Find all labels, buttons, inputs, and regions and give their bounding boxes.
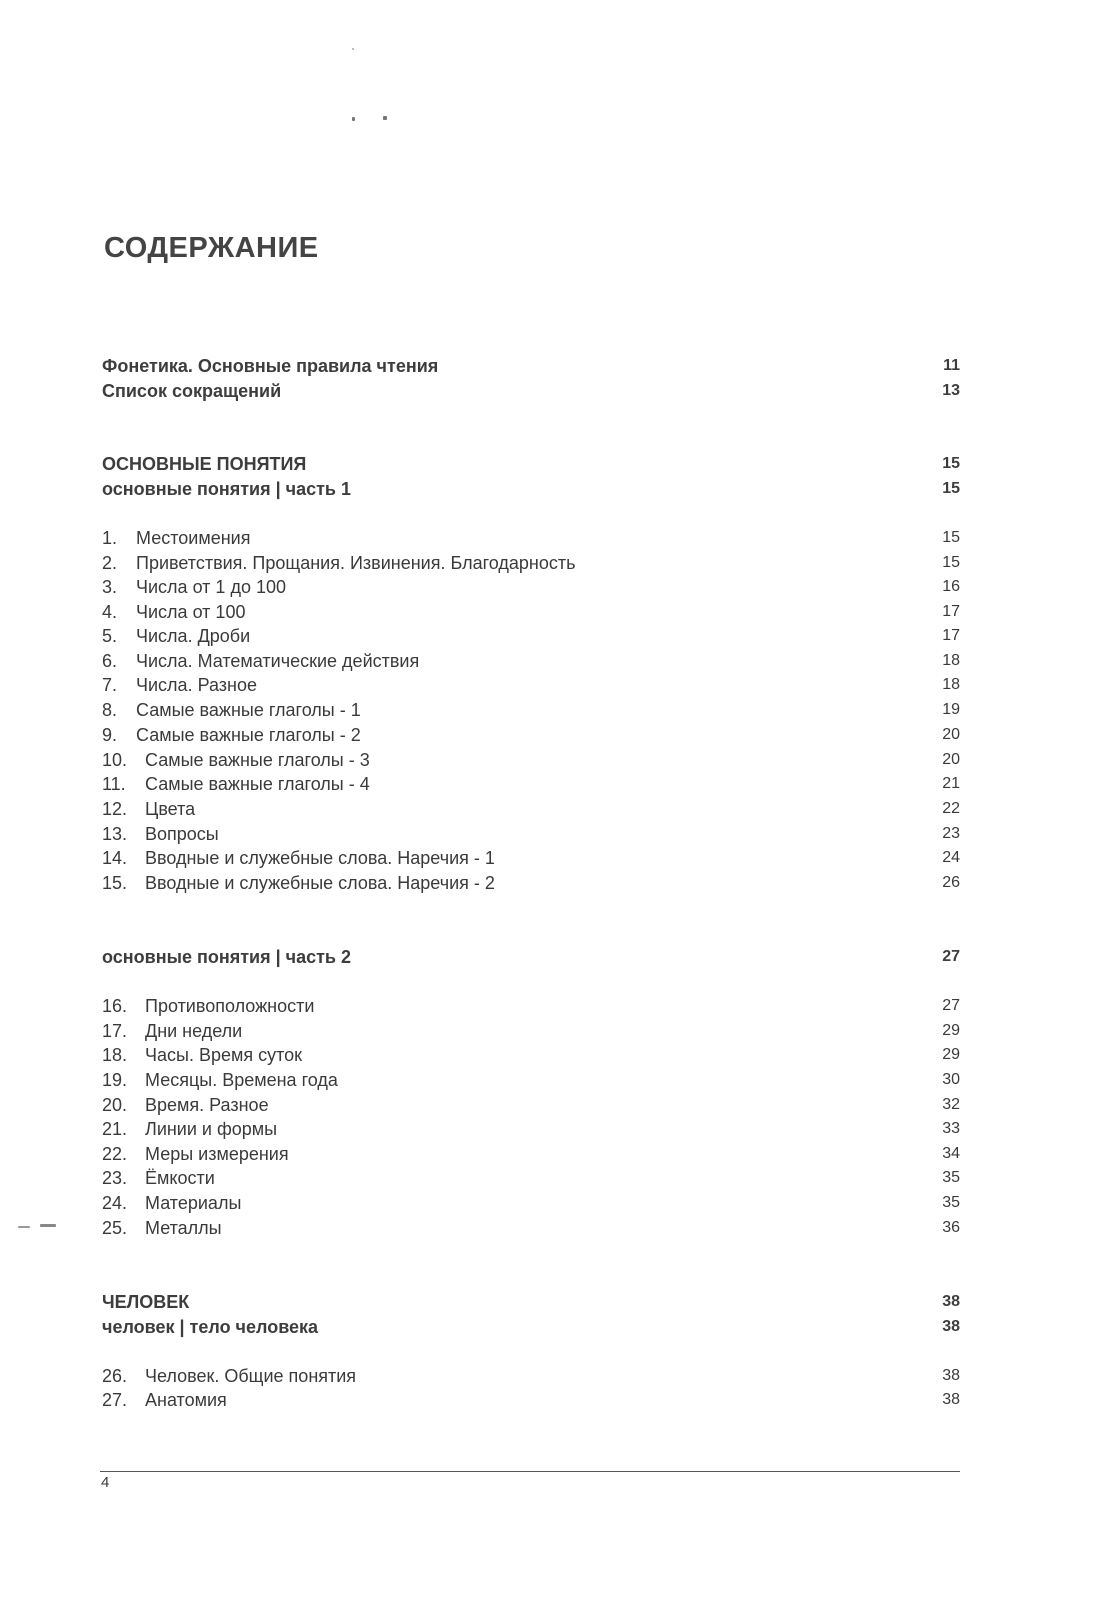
- toc-entry-number: 18.: [102, 1045, 128, 1065]
- page-number: 4: [101, 1474, 110, 1491]
- toc-entry-page: 17: [942, 627, 960, 644]
- toc-entry-page: 21: [942, 775, 960, 792]
- toc-entry-number: 7.: [102, 675, 118, 695]
- toc-entry-label: Числа. Математические действия: [136, 651, 420, 671]
- toc-entry-page: 38: [942, 1318, 960, 1335]
- scan-speck: [352, 48, 354, 50]
- toc-entry-page: 38: [942, 1367, 960, 1384]
- toc-entry-page: 35: [942, 1169, 960, 1186]
- toc-entry-page: 38: [942, 1391, 960, 1408]
- toc-entry-label: Материалы: [145, 1193, 242, 1213]
- toc-entry: [102, 1191, 960, 1215]
- toc-entry-page: 36: [942, 1219, 960, 1236]
- toc-entry-label: Числа от 100: [136, 602, 246, 622]
- toc-entry-number: 16.: [102, 996, 128, 1016]
- toc-entry: [102, 1142, 960, 1166]
- toc-entry-page: 26: [942, 874, 960, 891]
- toc-entry-label: Вопросы: [145, 824, 219, 844]
- toc-entry-label: Цвета: [145, 799, 196, 819]
- toc-entry: [102, 772, 960, 796]
- toc-entry-number: 21.: [102, 1119, 128, 1139]
- toc-entry-number: 23.: [102, 1168, 128, 1188]
- toc-entry-label: Вводные и служебные слова. Наречия - 1: [145, 848, 495, 868]
- toc-entry-number: 20.: [102, 1095, 128, 1115]
- toc-entry-label: Противоположности: [145, 996, 315, 1016]
- toc-section-heading: [102, 354, 960, 378]
- toc-entry-label: Дни недели: [145, 1021, 243, 1041]
- toc-entry-label: Месяцы. Времена года: [145, 1070, 338, 1090]
- toc-entry: [102, 526, 960, 550]
- toc-entry-page: 19: [942, 701, 960, 718]
- toc-entry-page: 17: [942, 603, 960, 620]
- toc-entry-label: ОСНОВНЫЕ ПОНЯТИЯ: [102, 454, 307, 474]
- toc-entry-label: Меры измерения: [145, 1144, 289, 1164]
- toc-entry-label: Числа. Дроби: [136, 626, 251, 646]
- toc-entry-page: 13: [942, 382, 960, 399]
- toc-entry: [102, 1166, 960, 1190]
- toc-entry-number: 17.: [102, 1021, 128, 1041]
- toc-entry-page: 24: [942, 849, 960, 866]
- toc-entry-label: Вводные и служебные слова. Наречия - 2: [145, 873, 495, 893]
- toc-entry-number: 12.: [102, 799, 128, 819]
- toc-entry: [102, 846, 960, 870]
- toc-entry-page: 16: [942, 578, 960, 595]
- toc-entry: [102, 994, 960, 1018]
- toc-entry-number: 6.: [102, 651, 118, 671]
- toc-entry-number: 11.: [102, 774, 126, 794]
- toc-entry: [102, 1388, 960, 1412]
- toc-entry-page: 27: [942, 948, 960, 965]
- toc-entry: [102, 575, 960, 599]
- toc-entry-page: 15: [942, 554, 960, 571]
- toc-entry: [102, 797, 960, 821]
- toc-entry-label: ЧЕЛОВЕК: [102, 1292, 190, 1312]
- toc-entry-number: 8.: [102, 700, 118, 720]
- toc-entry-page: 22: [942, 800, 960, 817]
- toc-entry-page: 35: [942, 1194, 960, 1211]
- toc-entry-number: 1.: [102, 528, 118, 548]
- toc-entry: [102, 1117, 960, 1141]
- toc-entry-page: 18: [942, 676, 960, 693]
- scan-speck: [40, 1224, 56, 1227]
- toc-entry-page: 20: [942, 751, 960, 768]
- toc-entry-page: 11: [943, 357, 960, 374]
- toc-entry-label: Фонетика. Основные правила чтения: [102, 356, 439, 376]
- toc-entry: [102, 673, 960, 697]
- toc-entry-label: человек | тело человека: [102, 1317, 319, 1337]
- toc-entry-number: 24.: [102, 1193, 128, 1213]
- toc-entry-number: 4.: [102, 602, 118, 622]
- toc-entry-label: Приветствия. Прощания. Извинения. Благодарность: [136, 553, 576, 573]
- toc-entry-page: 27: [942, 997, 960, 1014]
- toc-entry-number: 26.: [102, 1366, 128, 1386]
- toc-entry: [102, 1364, 960, 1388]
- toc-entry: [102, 1216, 960, 1240]
- toc-entry-label: основные понятия | часть 1: [102, 479, 351, 499]
- toc-entry: [102, 1093, 960, 1117]
- toc-entry-page: 30: [942, 1071, 960, 1088]
- toc-entry-page: 15: [942, 455, 960, 472]
- toc-entry-label: Металлы: [145, 1218, 222, 1238]
- toc-entry-number: 15.: [102, 873, 128, 893]
- toc-entry-number: 5.: [102, 626, 118, 646]
- toc-entry-page: 20: [942, 726, 960, 743]
- toc-entry: [102, 698, 960, 722]
- toc-entry: [102, 871, 960, 895]
- toc-entry-label: Самые важные глаголы - 4: [145, 774, 370, 794]
- toc-entry-page: 33: [942, 1120, 960, 1137]
- toc-entry-page: 29: [942, 1022, 960, 1039]
- toc-entry-label: Числа. Разное: [136, 675, 257, 695]
- toc-entry-label: Числа от 1 до 100: [136, 577, 286, 597]
- scan-speck: [383, 116, 387, 120]
- toc-entry-label: Линии и формы: [145, 1119, 278, 1139]
- toc-entry-label: Часы. Время суток: [145, 1045, 303, 1065]
- toc-entry-number: 22.: [102, 1144, 128, 1164]
- toc-entry-page: 32: [942, 1096, 960, 1113]
- page-title: СОДЕРЖАНИЕ: [104, 232, 319, 264]
- toc-entry: [102, 822, 960, 846]
- toc-entry-number: 9.: [102, 725, 118, 745]
- toc-entry: [102, 624, 960, 648]
- toc-entry-number: 2.: [102, 553, 118, 573]
- toc-entry-label: Самые важные глаголы - 3: [145, 750, 370, 770]
- toc-section-heading: [102, 1290, 960, 1314]
- footer-divider: [100, 1471, 960, 1472]
- toc-entry-page: 15: [942, 480, 960, 497]
- toc-entry-label: Человек. Общие понятия: [145, 1366, 357, 1386]
- toc-entry: [102, 1019, 960, 1043]
- toc-section-heading: [102, 477, 960, 501]
- toc-entry: [102, 649, 960, 673]
- toc-entry: [102, 600, 960, 624]
- toc-entry: [102, 1043, 960, 1067]
- toc-section-heading: [102, 1315, 960, 1339]
- toc-entry-label: Анатомия: [145, 1390, 227, 1410]
- toc-entry: [102, 748, 960, 772]
- scan-speck: [18, 1226, 30, 1228]
- toc-entry-label: основные понятия | часть 2: [102, 947, 351, 967]
- toc-entry-number: 3.: [102, 577, 118, 597]
- toc-entry-page: 23: [942, 825, 960, 842]
- toc-entry-number: 13.: [102, 824, 128, 844]
- toc-entry: [102, 1068, 960, 1092]
- toc-entry-label: Время. Разное: [145, 1095, 269, 1115]
- toc-entry-number: 14.: [102, 848, 128, 868]
- toc-entry-label: Самые важные глаголы - 1: [136, 700, 361, 720]
- toc-entry-label: Местоимения: [136, 528, 251, 548]
- toc-entry-page: 34: [942, 1145, 960, 1162]
- toc-entry: [102, 551, 960, 575]
- toc-entry-label: Список сокращений: [102, 381, 282, 401]
- toc-entry-label: Самые важные глаголы - 2: [136, 725, 361, 745]
- toc-entry-label: Ёмкости: [145, 1168, 215, 1188]
- toc-entry-page: 29: [942, 1046, 960, 1063]
- toc-entry-number: 25.: [102, 1218, 128, 1238]
- toc-entry-number: 10.: [102, 750, 128, 770]
- toc-entry: [102, 723, 960, 747]
- toc-entry-page: 15: [942, 529, 960, 546]
- toc-entry-number: 27.: [102, 1390, 128, 1410]
- scan-speck: [352, 117, 355, 121]
- toc-entry-number: 19.: [102, 1070, 128, 1090]
- toc-section-heading: [102, 452, 960, 476]
- toc-section-heading: [102, 379, 960, 403]
- toc-section-heading: [102, 945, 960, 969]
- toc-entry-page: 18: [942, 652, 960, 669]
- toc-entry-page: 38: [942, 1293, 960, 1310]
